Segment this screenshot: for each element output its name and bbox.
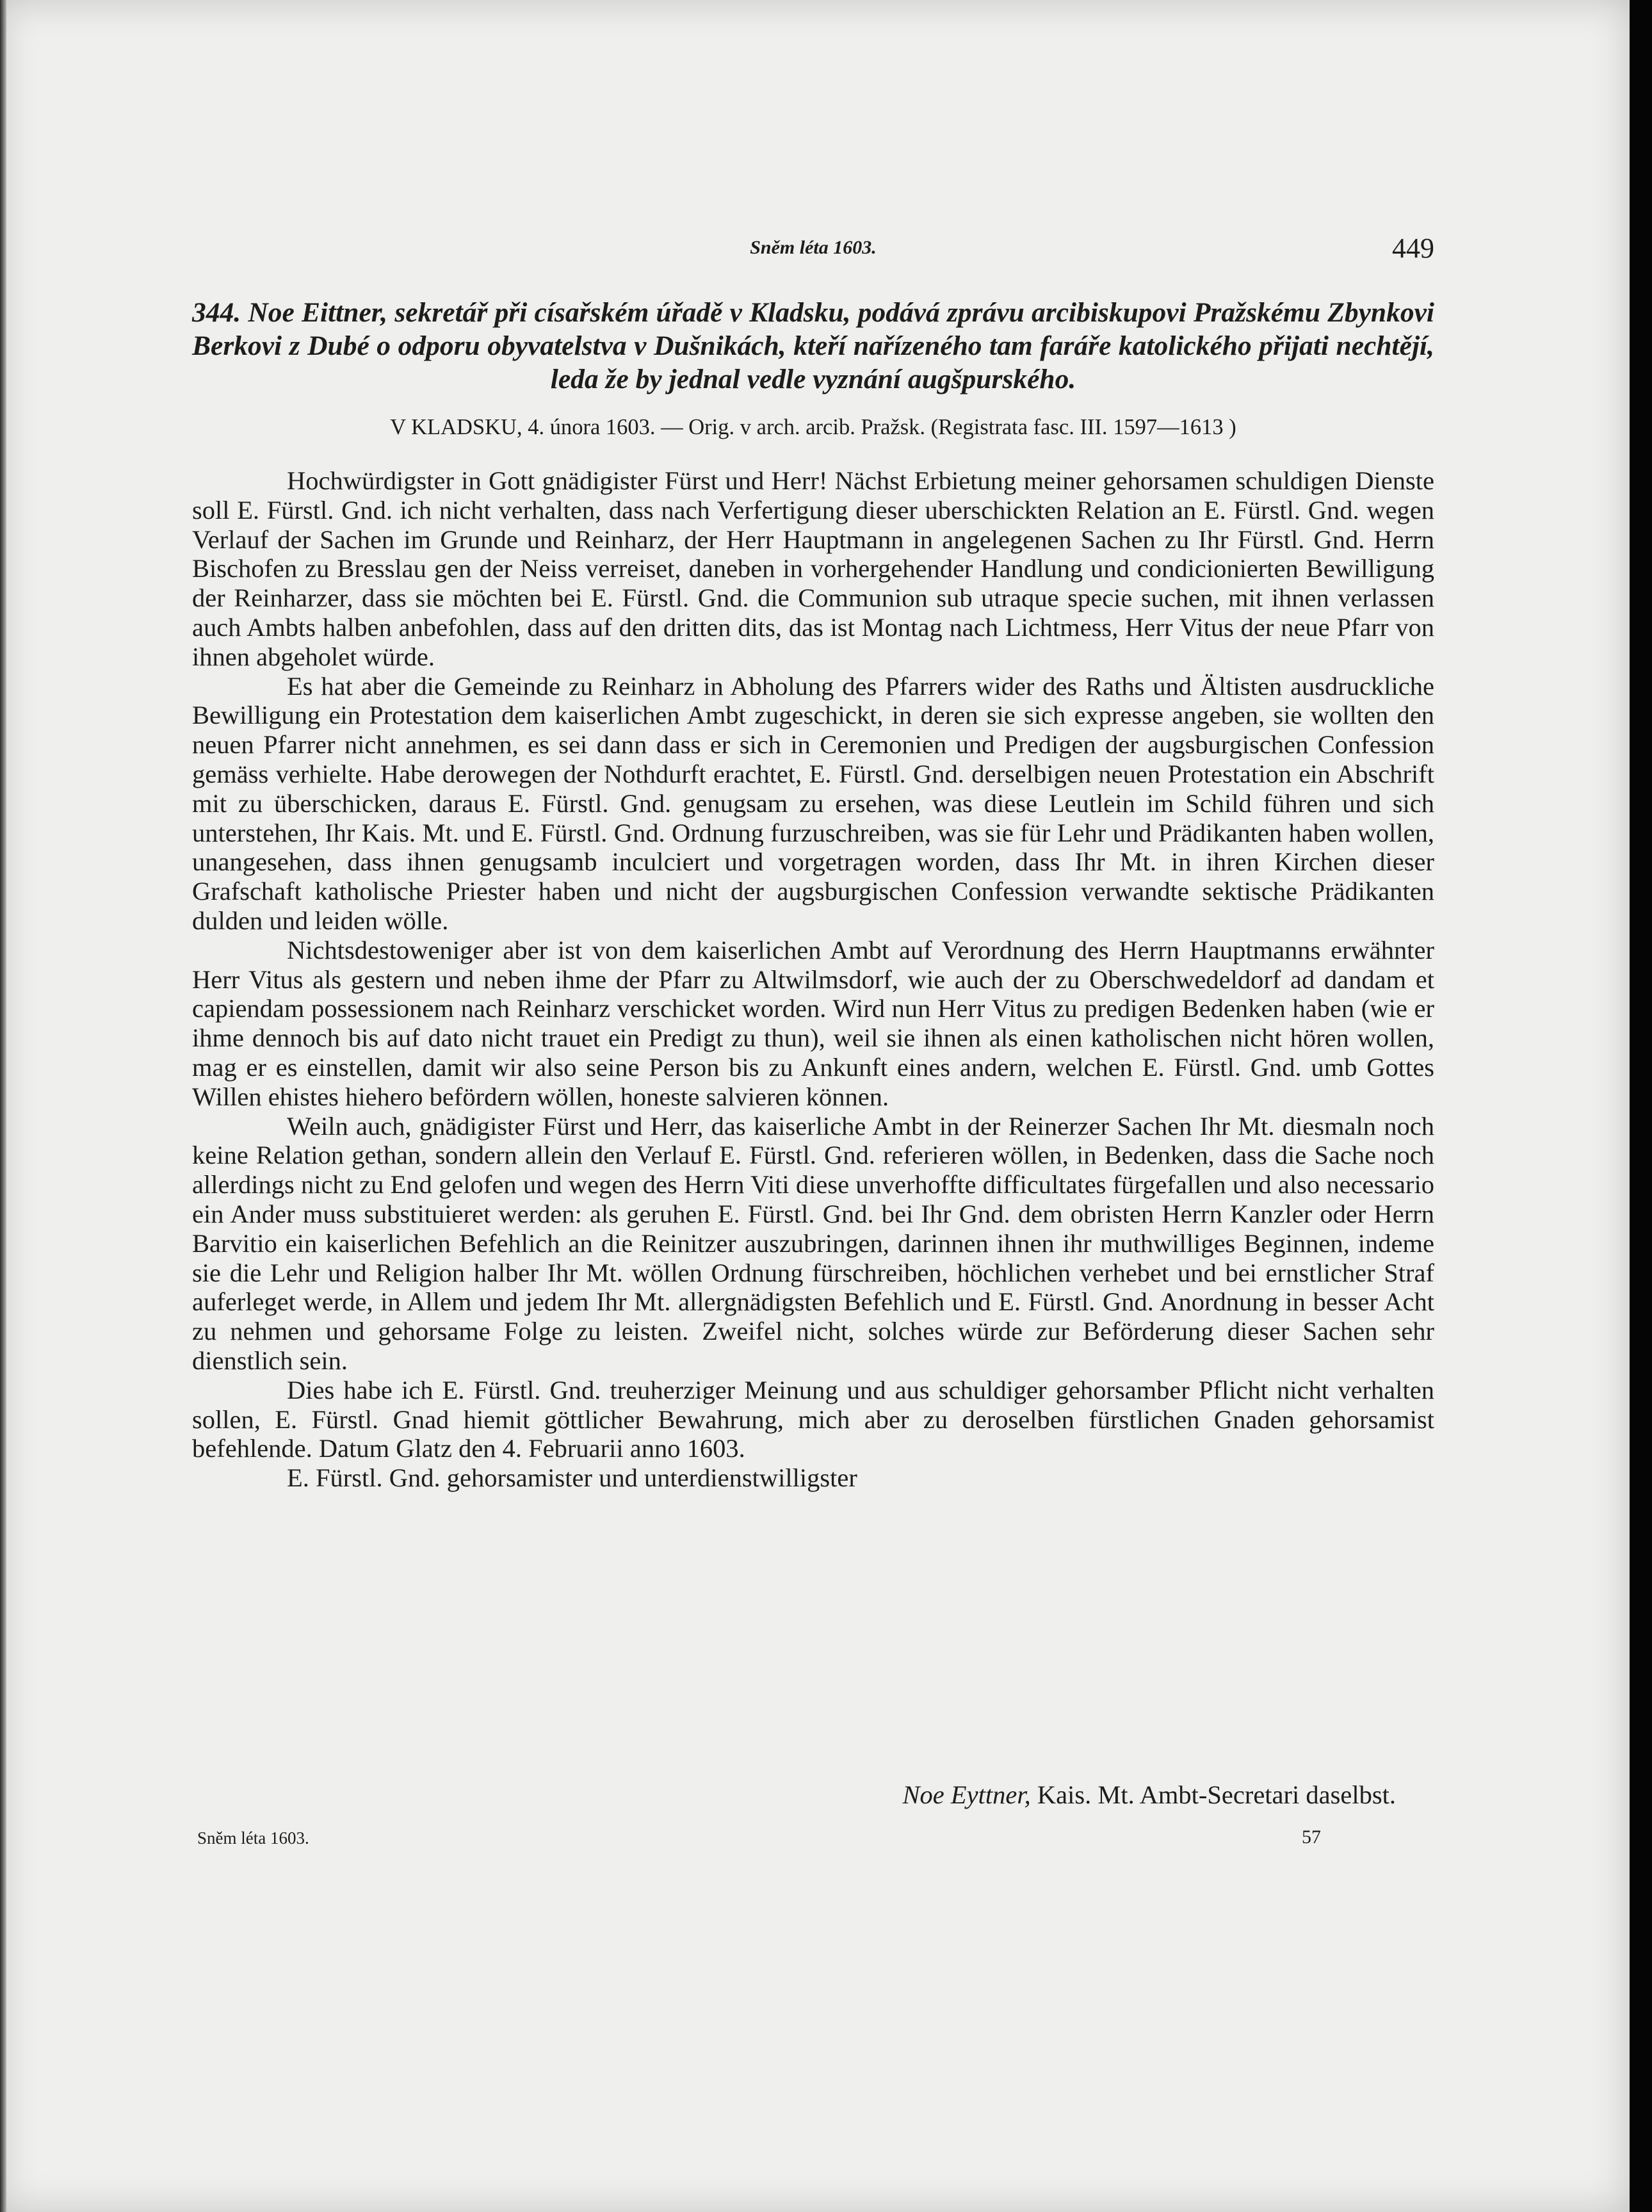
signature — [192, 1780, 1396, 1810]
source-line: V KLADSKU, 4. února 1603. — Orig. v arch. arcib. Pražsk. (Registrata fasc. III. 1597—1613 ) — [390, 415, 1236, 439]
page-number: 449 — [1392, 232, 1434, 264]
running-title: Sněm léta 1603. — [750, 237, 877, 258]
document-summary: Noe Eittner, sekretář při císařském úřadě v Kladsku, podává zprávu arcibiskupovi Pražskému Zbynkovi Berkovi z Dubé o odporu obyvatelstva v Dušnikách, kteří nařízeného tam faráře katolického přijati nechtějí, leda že by jednal vedle vyznání augšpurského. — [192, 297, 1435, 394]
footer-sheet-number: 57 — [1302, 1826, 1321, 1848]
letter-body — [192, 466, 1434, 1493]
footer-signature-mark: Sněm léta 1603. — [197, 1828, 309, 1848]
signature-title: Kais. Mt. Ambt-Secretari daselbst. — [1037, 1780, 1396, 1809]
paragraph: Weiln auch, gnädigister Fürst und Herr, das kaiserliche Ambt in der Reinerzer Sachen Ihr Mt. diesmaln noch keine Relation gethan, sondern allein den Verlauf E. Fürstl. Gnd. referieren wöllen, in Bedenken, dass die Sache noch allerdings nicht zu End gelofen und wegen des Herrn Viti diese unverhoffte difficultates fürgefallen und also necessario ein Ander muss substituieret werden: als geruhen E. Fürstl. Gnd. bei Ihr Gnd. dem obristen Herrn Kanzler oder Herrn Barvitio ein kaiserlichen Befehlich an die Reinitzer auszubringen, darinnen ihnen ihr muthwilliges Beginnen, indeme sie die Lehr und Religion halber Ihr Mt. wöllen Ordnung fürschreiben, höchlichen verhebet und bei ernstlicher Straf auferleget werde, in Allem und jedem Ihr Mt. allergnädigsten Befehlich und E. Fürstl. Gnd. Anordnung in besser Acht zu nehmen und gehorsame Folge zu leisten. Zweifel nicht, solches würde zur Beförderung dieser Sachen sehr dienstlich sein. — [192, 1111, 1434, 1375]
paragraph: Dies habe ich E. Fürstl. Gnd. treuherziger Meinung und aus schuldiger gehorsamber Pflicht nicht verhalten sollen, E. Fürstl. Gnad hiemit göttlicher Bewahrung, mich aber zu deroselben fürstlichen Gnaden gehorsamist befehlende. Datum Glatz den 4. Februarii anno 1603. — [192, 1375, 1434, 1463]
document-heading — [192, 296, 1434, 396]
document-number: 344. — [192, 297, 241, 328]
paragraph: Nichtsdestoweniger aber ist von dem kaiserlichen Ambt auf Verordnung des Herrn Hauptmanns erwähnter Herr Vitus als gestern und neben ihme der Pfarr zu Altwilmsdorf, wie auch der zu Oberschwedeldorf ad dandam et capiendam possessionem nach Reinharz verschicket worden. Wird nun Herr Vitus zu predigen Bedenken haben (wie er ihme dennoch bis auf dato nicht trauet ein Predigt zu thun), weil sie ihnen als einen katholischen nicht hören wollen, mag er es einstellen, damit wir also seine Person bis zu Ankunft eines andern, welchen E. Fürstl. Gnd. umb Gottes Willen ehistes hiehero befördern wöllen, honeste salvieren können. — [192, 935, 1434, 1111]
paragraph: Es hat aber die Gemeinde zu Reinharz in Abholung des Pfarrers wider des Raths und Ältisten ausdruckliche Bewilligung ein Protestation dem kaiserlichen Ambt zugeschickt, in deren sie sich expresse angeben, sie wollten den neuen Pfarrer nicht annehmen, es sei dann dass er sich in Ceremonien und Predigen der augsburgischen Confession gemäss verhielte. Habe derowegen der Nothdurft erachtet, E. Fürstl. Gnd. derselbigen neuen Protestation ein Abschrift mit zu überschicken, daraus E. Fürstl. Gnd. genugsam zu ersehen, was diese Leutlein im Schild führen und sich unterstehen, Ihr Kais. Mt. und E. Fürstl. Gnd. Ordnung furzuschreiben, was sie für Lehr und Prädikanten haben wollen, unangesehen, dass ihnen genugsamb inculciert und vorgetragen worden, dass Ihr Mt. in ihren Kirchen dieser Grafschaft katholische Priester haben und nicht der augsburgischen Confession verwandte sektische Prädikanten dulden und leiden wölle. — [192, 671, 1434, 935]
signature-name: Noe Eyttner, — [902, 1780, 1031, 1809]
scan-border — [1630, 0, 1652, 2212]
paragraph: Hochwürdigster in Gott gnädigister Fürst und Herr! Nächst Erbietung meiner gehorsamen schuldigen Dienste soll E. Fürstl. Gnd. ich nicht verhalten, dass nach Verfertigung dieser uberschickten Relation an E. Fürstl. Gnd. wegen Verlauf der Sachen im Grunde und Reinharz, der Herr Hauptmann in angelegenen Sachen zu Ihr Fürstl. Gnd. Herrn Bischofen zu Bresslau gen der Neiss verreiset, daneben in vorhergehender Handlung und condicionierten Bewilligung der Reinharzer, dass sie möchten bei E. Fürstl. Gnd. die Communion sub utraque specie suchen, mit ihnen verlassen auch Ambts halben anbefohlen, dass auf den dritten dits, das ist Montag nach Lichtmess, Herr Vitus der neue Pfarr von ihnen abgeholet würde. — [192, 466, 1434, 671]
closing-formula: E. Fürstl. Gnd. gehorsamister und unterdienstwilligster — [287, 1463, 857, 1493]
page-left-edge — [0, 0, 6, 2212]
running-head — [192, 232, 1434, 270]
